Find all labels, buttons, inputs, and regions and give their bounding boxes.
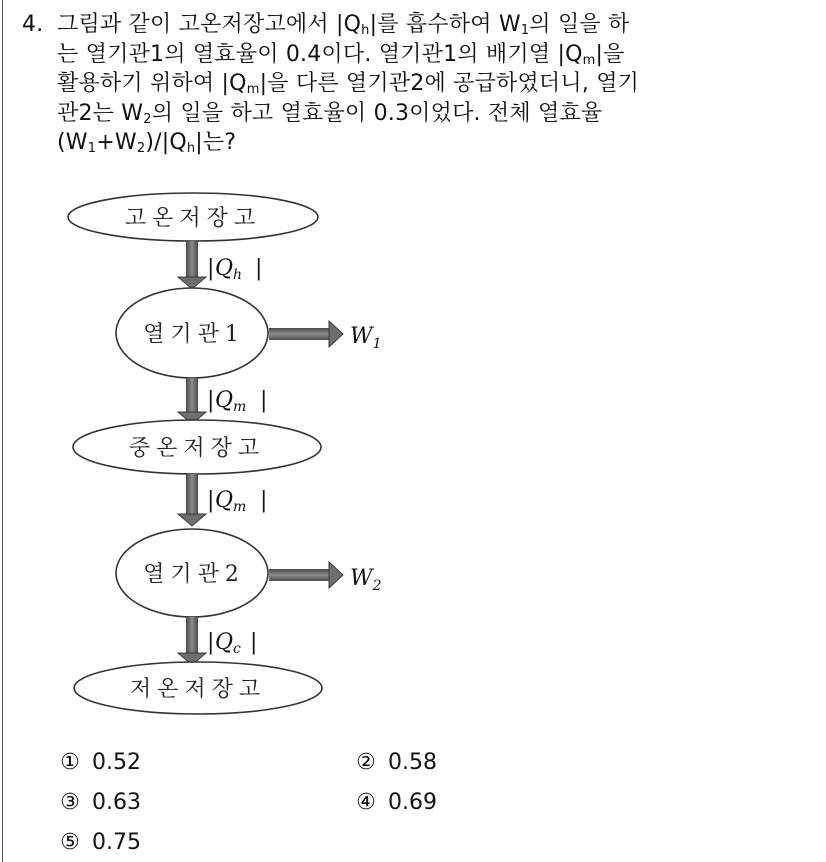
- svg-text:Qh: Qh: [215, 256, 243, 283]
- svg-text:Qm: Qm: [215, 488, 247, 515]
- question-line-5: $(W_1+W_2)/|Q_h|$는?: [57, 130, 237, 156]
- svg-text:|: |: [260, 488, 268, 513]
- option-2[interactable]: [354, 748, 437, 778]
- svg-text:|: |: [255, 256, 263, 281]
- option-marker: ①: [60, 750, 80, 775]
- svg-text:W2: $W_2$: [350, 566, 382, 594]
- svg-text:열기관1: 열기관1: [143, 322, 245, 347]
- arrow-down-qm-2-icon: [178, 474, 206, 526]
- svg-text:|: |: [207, 388, 215, 413]
- node-mid-reservoir: [73, 420, 321, 474]
- option-marker: ③: [60, 790, 80, 815]
- option-value: 0.58: [388, 750, 437, 775]
- option-marker: ④: [356, 790, 376, 815]
- svg-text:중온저장고: 중온저장고: [128, 436, 266, 461]
- option-1[interactable]: [58, 748, 141, 778]
- svg-text:|: |: [260, 388, 268, 413]
- option-value: 0.52: [92, 750, 141, 775]
- option-value: 0.75: [92, 830, 141, 855]
- question-line-2: 는 열기관1의 열효율이 0.4이다. 열기관1의 배기열 $|Q_m|$을: [57, 41, 625, 68]
- label-qh: [207, 256, 262, 283]
- label-qm-1: [207, 388, 267, 415]
- option-value: 0.63: [92, 790, 141, 815]
- label-qm-2: [207, 488, 267, 515]
- svg-text:Qm: Qm: [215, 388, 247, 415]
- svg-text:W1: $W_1$: [350, 324, 382, 352]
- node-high-reservoir: [68, 193, 318, 241]
- option-3[interactable]: [58, 788, 141, 818]
- node-low-reservoir: [74, 662, 322, 714]
- svg-text:저온저장고: 저온저장고: [129, 677, 267, 702]
- svg-text:열기관2: 열기관2: [143, 562, 245, 587]
- question-line-1: 그림과 같이 고온저장고에서 $|Q_h|$를 흡수하여 $W_1$의 일을 하: [57, 12, 630, 38]
- question-block: [22, 10, 812, 158]
- option-4[interactable]: [354, 788, 437, 818]
- arrow-down-qc-icon: [178, 617, 206, 665]
- svg-text:|: |: [207, 256, 215, 281]
- svg-text:Qc: Qc: [215, 630, 241, 657]
- label-qc: [207, 630, 257, 657]
- node-engine-1: [116, 288, 268, 378]
- label-w1: [350, 324, 382, 352]
- svg-text:|: |: [250, 630, 258, 655]
- node-engine-2: [116, 529, 268, 617]
- arrow-right-w2-icon: [269, 562, 343, 588]
- option-marker: ⑤: [60, 830, 80, 855]
- arrow-down-qm-1-icon: [178, 378, 206, 424]
- option-value: 0.69: [388, 790, 437, 815]
- question-line-3: 활용하기 위하여 $|Q_m|$을 다른 열기관2에 공급하였더니, 열기: [57, 71, 640, 97]
- arrow-down-qh-icon: [178, 241, 206, 289]
- svg-text:|: |: [207, 630, 215, 655]
- arrow-right-w1-icon: [269, 321, 343, 347]
- question-number: 4.: [22, 12, 44, 37]
- heat-engine-diagram: [60, 185, 420, 725]
- page-left-border: [2, 0, 3, 862]
- label-w2: [350, 566, 382, 594]
- option-5[interactable]: [58, 828, 141, 858]
- svg-text:|: |: [207, 488, 215, 513]
- question-line-4: 관2는 $W_2$의 일을 하고 열효율이 0.3이었다. 전체 열효율: [57, 100, 603, 127]
- option-marker: ②: [356, 750, 376, 775]
- svg-text:고온저장고: 고온저장고: [124, 206, 262, 231]
